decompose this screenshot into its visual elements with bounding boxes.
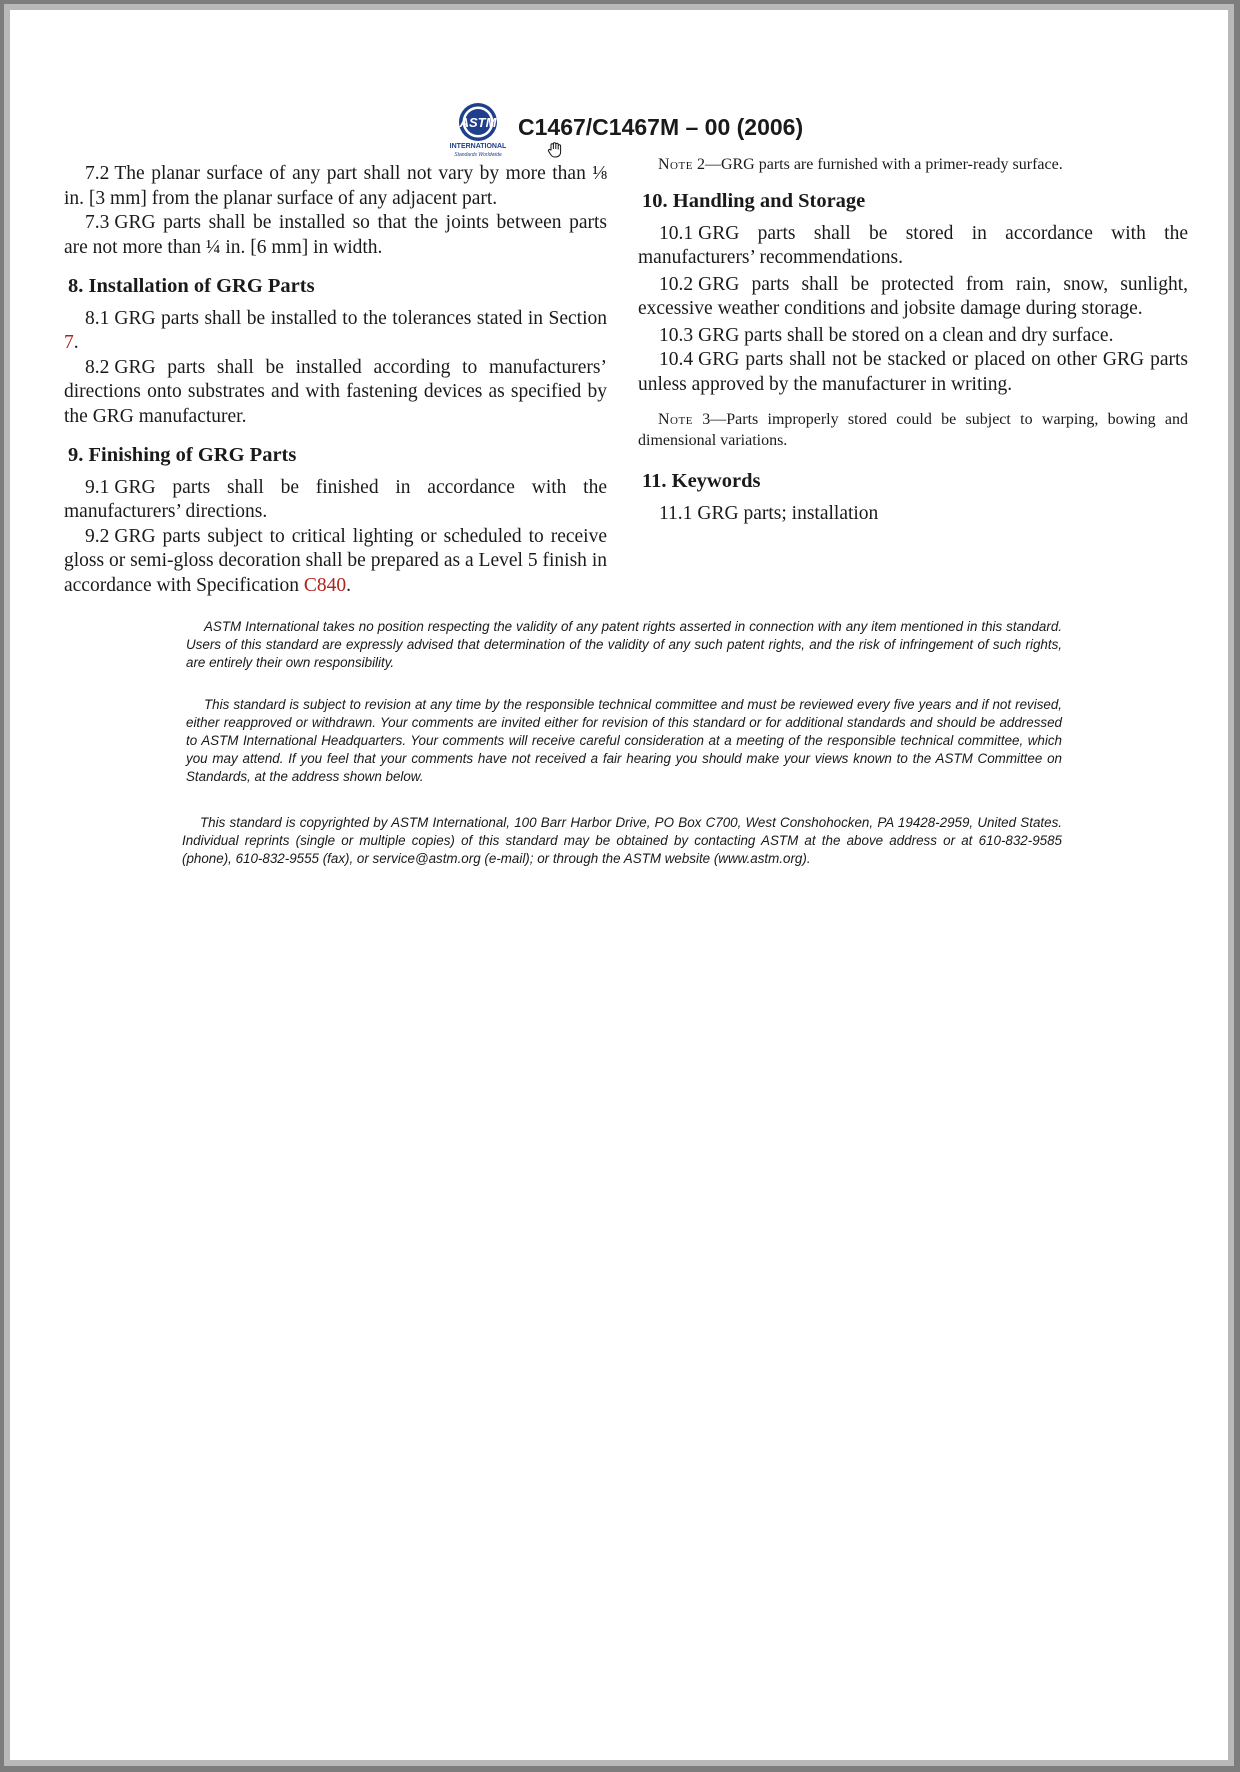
paragraph-text: The planar surface of any part shall not vary by more than ⅛ in. [3 mm] from the planar surface of any adjacent part.: [64, 163, 607, 209]
paragraph-text: GRG parts; installation: [697, 502, 879, 524]
paragraph-7-3: [64, 211, 607, 260]
paragraph-text: GRG parts shall be installed to the tolerances stated in Section: [114, 307, 607, 329]
paragraph-11-1: [638, 502, 1188, 527]
paragraph-number: 8.1: [85, 307, 110, 329]
paragraph-text: GRG parts shall be finished in accordance with the manufacturers’ directions.: [64, 476, 607, 522]
section-9-heading: 9. Finishing of GRG Parts: [68, 444, 297, 466]
paragraph-text: GRG parts shall be stored in accordance with the manufacturers’ recommendations.: [638, 222, 1188, 268]
paragraph-10-4: [638, 348, 1188, 397]
paragraph-number: 11.1: [659, 502, 693, 524]
logo-text-bottom: Standards Worldwide: [454, 152, 502, 158]
paragraph-tail: .: [346, 574, 351, 596]
section-10-heading: 10. Handling and Storage: [642, 190, 866, 212]
paragraph-tail: .: [73, 332, 79, 353]
paragraph-text: GRG parts shall not be stacked or placed on other GRG parts unless approved by the manufacturer in writing.: [638, 349, 1188, 395]
specification-c840-link[interactable]: C840: [303, 574, 347, 596]
paragraph-number: 9.1: [85, 476, 110, 498]
astm-logo-icon: [446, 98, 510, 158]
logo-text-top: ASTM: [459, 115, 497, 130]
paragraph-8-2: [64, 356, 607, 430]
note-text: 2—GRG parts are furnished with a primer-ready surface.: [696, 156, 1063, 173]
footer-copyright-notice: [182, 814, 1062, 868]
right-column: [638, 156, 1189, 526]
revision-text: This standard is subject to revision at any time by the responsible technical committee and must be reviewed every five years and if not revised, either reapproved or withdrawn. Your comments are invited either for revision of this standard or for additional standards and should be addressed to ASTM International Headquarters. Your comments will receive careful consideration at a meeting of the responsible technical committee, which you may attend. If you feel that your comments have not received a fair hearing you should make your views known to the ASTM Committee on Standards, at the address shown below.: [186, 697, 1062, 784]
document-page: [10, 10, 1228, 1760]
paragraph-7-2: [64, 162, 607, 211]
note-3: [638, 409, 1188, 451]
paragraph-text: GRG parts shall be protected from rain, snow, sunlight, excessive weather conditions and jobsite damage during storage.: [638, 273, 1188, 319]
left-column: [64, 162, 607, 598]
paragraph-9-1: [64, 476, 607, 525]
copyright-text: This standard is copyrighted by ASTM International, 100 Barr Harbor Drive, PO Box C700, West Conshohocken, PA 19428-2959, United States. Individual reprints (single or multiple copies) of this standard may be obtained by contacting ASTM at the above address or at 610-832-9585 (phone), 610-832-9555 (fax), or service@astm.org (e-mail); or through the ASTM website (www.astm.org).: [182, 815, 1062, 866]
paragraph-number: 10.2: [659, 273, 694, 295]
paragraph-text: GRG parts shall be installed so that the joints between parts are not more than ¼ in. [6 mm] in width.: [64, 212, 607, 258]
section-11-heading: 11. Keywords: [642, 470, 761, 492]
footer-revision-notice: [186, 696, 1062, 786]
hand-cursor-icon: [546, 141, 564, 159]
paragraph-number: 9.2: [85, 525, 110, 547]
logo-text-mid: INTERNATIONAL: [449, 143, 507, 150]
paragraph-number: 10.3: [659, 324, 694, 346]
paragraph-9-2: [64, 525, 607, 599]
note-label: Note: [658, 411, 693, 428]
note-2: [638, 154, 1188, 175]
paragraph-number: 7.3: [85, 212, 110, 233]
paragraph-10-1: [638, 222, 1188, 271]
paragraph-text: GRG parts shall be installed according to manufacturers’ directions onto substrates and with fastening devices as specified by the GRG manufacturer.: [64, 356, 607, 427]
footer-patent-notice: [186, 618, 1062, 672]
paragraph-10-2: [638, 273, 1188, 322]
paragraph-8-1: [64, 307, 607, 356]
paragraph-number: 8.2: [85, 356, 110, 378]
paragraph-number: 7.2: [85, 163, 110, 184]
page-header: [446, 98, 866, 158]
paragraph-10-3: [638, 324, 1188, 349]
note-text: 3—Parts improperly stored could be subject to warping, bowing and dimensional variations.: [638, 411, 1189, 449]
patent-text: ASTM International takes no position respecting the validity of any patent rights asserted in connection with any item mentioned in this standard. Users of this standard are expressly advised that determination of the validity of any such patent rights, and the risk of infringement of such rights, are entirely their own responsibility.: [186, 619, 1062, 670]
viewer-frame: [4, 4, 1234, 1766]
section-7-link[interactable]: 7: [64, 332, 74, 353]
paragraph-text: GRG parts shall be stored on a clean and dry surface.: [698, 324, 1114, 346]
paragraph-number: 10.4: [659, 349, 694, 370]
note-label: Note: [658, 156, 693, 173]
paragraph-text: GRG parts subject to critical lighting or scheduled to receive gloss or semi-gloss decoration shall be prepared as a Level 5 finish in accordance with Specification: [64, 525, 607, 596]
document-designation: C1467/C1467M – 00 (2006): [518, 114, 804, 140]
paragraph-number: 10.1: [659, 222, 694, 244]
section-8-heading: 8. Installation of GRG Parts: [68, 275, 315, 297]
